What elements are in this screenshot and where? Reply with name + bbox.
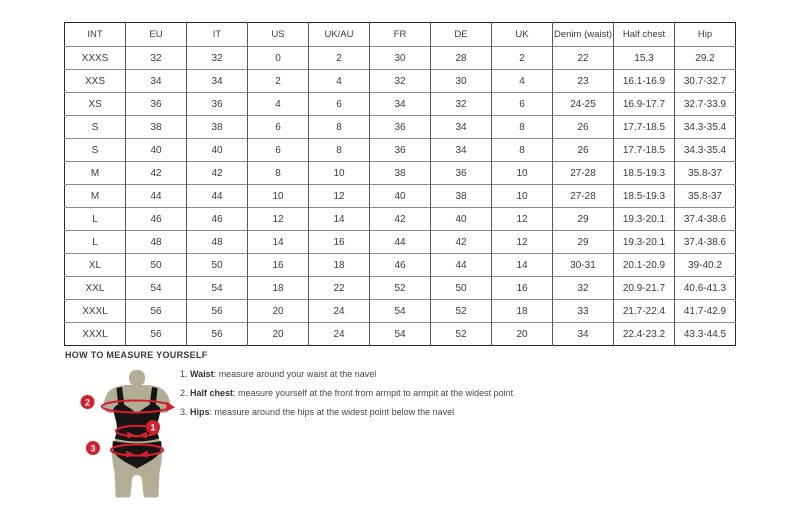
table-cell: 35.8-37: [675, 162, 736, 185]
table-cell: 14: [309, 208, 370, 231]
table-cell: 19.3-20.1: [614, 231, 675, 254]
table-cell: 18.5-19.3: [614, 185, 675, 208]
table-cell: 42: [431, 231, 492, 254]
table-cell: 34: [431, 139, 492, 162]
table-cell: 30.7-32.7: [675, 70, 736, 93]
table-cell: 10: [248, 185, 309, 208]
table-cell: 15.3: [614, 47, 675, 70]
column-header: Half chest: [614, 23, 675, 47]
table-cell: 24: [309, 300, 370, 323]
column-header: UK/AU: [309, 23, 370, 47]
table-cell: 2: [309, 47, 370, 70]
table-cell: 20.1-20.9: [614, 254, 675, 277]
table-cell: 50: [431, 277, 492, 300]
column-header: Denim (waist): [553, 23, 614, 47]
table-cell: 54: [126, 277, 187, 300]
table-cell: 26: [553, 139, 614, 162]
table-row: [65, 323, 736, 346]
table-cell: 16: [492, 277, 553, 300]
table-cell: 17.7-18.5: [614, 116, 675, 139]
table-cell: 32: [553, 277, 614, 300]
table-cell: 8: [309, 116, 370, 139]
table-cell: 34: [370, 93, 431, 116]
table-cell: 36: [370, 116, 431, 139]
table-cell: S: [65, 139, 126, 162]
table-cell: 21.7-22.4: [614, 300, 675, 323]
measure-step: [180, 388, 760, 398]
table-cell: 17.7-18.5: [614, 139, 675, 162]
table-cell: 38: [187, 116, 248, 139]
table-cell: 0: [248, 47, 309, 70]
column-header: US: [248, 23, 309, 47]
column-header: EU: [126, 23, 187, 47]
table-row: [65, 93, 736, 116]
table-cell: 41.7-42.9: [675, 300, 736, 323]
table-cell: 44: [370, 231, 431, 254]
table-cell: 22.4-23.2: [614, 323, 675, 346]
table-row: [65, 277, 736, 300]
table-cell: 22: [309, 277, 370, 300]
table-cell: 6: [248, 139, 309, 162]
table-cell: 48: [187, 231, 248, 254]
measure-step-text: : measure around your waist at the navel: [213, 369, 377, 379]
table-cell: XXXS: [65, 47, 126, 70]
table-cell: 12: [492, 208, 553, 231]
table-cell: 29: [553, 231, 614, 254]
table-cell: 10: [492, 162, 553, 185]
measure-step: [180, 369, 760, 379]
table-cell: 20: [248, 300, 309, 323]
table-cell: 37.4-38.6: [675, 231, 736, 254]
table-row: [65, 162, 736, 185]
table-cell: 34: [553, 323, 614, 346]
chest-arrow-icon: [166, 402, 175, 412]
size-table-header: [65, 23, 736, 47]
table-row: [65, 208, 736, 231]
measure-step-label: Hips: [190, 407, 210, 417]
table-cell: XS: [65, 93, 126, 116]
table-cell: 14: [492, 254, 553, 277]
column-header: Hip: [675, 23, 736, 47]
table-row: [65, 231, 736, 254]
table-cell: 32: [126, 47, 187, 70]
table-cell: XXL: [65, 277, 126, 300]
measure-step-number: 2.: [180, 388, 191, 398]
table-cell: 46: [370, 254, 431, 277]
table-cell: 36: [370, 139, 431, 162]
badge-chest-number: 2: [84, 397, 91, 408]
table-cell: 12: [492, 231, 553, 254]
table-cell: XXXL: [65, 300, 126, 323]
table-cell: 52: [431, 323, 492, 346]
table-cell: 6: [309, 93, 370, 116]
table-cell: 54: [370, 300, 431, 323]
table-cell: 34.3-35.4: [675, 139, 736, 162]
table-cell: 23: [553, 70, 614, 93]
table-cell: 56: [187, 323, 248, 346]
table-cell: 44: [187, 185, 248, 208]
table-cell: 44: [126, 185, 187, 208]
table-cell: 8: [492, 139, 553, 162]
size-chart-table: [64, 22, 736, 346]
table-cell: 36: [187, 93, 248, 116]
table-cell: 24-25: [553, 93, 614, 116]
table-cell: S: [65, 116, 126, 139]
table-cell: 29.2: [675, 47, 736, 70]
table-cell: 56: [187, 300, 248, 323]
table-cell: 16: [248, 254, 309, 277]
table-cell: 32: [370, 70, 431, 93]
measure-step-number: 1.: [180, 369, 191, 379]
table-row: [65, 185, 736, 208]
table-cell: 40.6-41.3: [675, 277, 736, 300]
table-cell: 6: [248, 116, 309, 139]
measure-step-text: : measure yourself at the front from armpit to armpit at the widest point: [233, 388, 514, 398]
table-cell: 36: [126, 93, 187, 116]
table-cell: 18.5-19.3: [614, 162, 675, 185]
column-header: INT: [87, 29, 103, 40]
measure-step-number: 3.: [180, 407, 191, 417]
header-row: [65, 23, 736, 47]
table-cell: 30: [431, 70, 492, 93]
table-cell: 4: [492, 70, 553, 93]
table-cell: 56: [126, 323, 187, 346]
table-cell: 14: [248, 231, 309, 254]
column-header: UK: [492, 23, 553, 47]
size-table-body: [65, 47, 736, 346]
badge-waist-number: 1: [150, 422, 156, 433]
measure-steps: [180, 369, 760, 426]
table-cell: 40: [126, 139, 187, 162]
table-cell: 16.9-17.7: [614, 93, 675, 116]
table-cell: 24: [309, 323, 370, 346]
table-cell: 46: [187, 208, 248, 231]
how-to-measure-title: HOW TO MEASURE YOURSELF: [65, 350, 208, 360]
table-cell: 43.3-44.5: [675, 323, 736, 346]
table-cell: 26: [553, 116, 614, 139]
table-cell: 30: [370, 47, 431, 70]
table-cell: XXXL: [65, 323, 126, 346]
table-cell: 34.3-35.4: [675, 116, 736, 139]
column-header: IT: [187, 23, 248, 47]
measure-step-label: Waist: [190, 369, 214, 379]
table-row: [65, 254, 736, 277]
table-cell: 28: [431, 47, 492, 70]
table-cell: 39-40.2: [675, 254, 736, 277]
measure-step-text: : measure around the hips at the widest point below the navel: [209, 407, 455, 417]
table-cell: 4: [248, 93, 309, 116]
table-cell: 27-28: [553, 185, 614, 208]
table-cell: 40: [187, 139, 248, 162]
table-cell: 33: [553, 300, 614, 323]
table-cell: 40: [431, 208, 492, 231]
table-cell: 38: [126, 116, 187, 139]
column-header: DE: [431, 23, 492, 47]
table-cell: 42: [370, 208, 431, 231]
table-cell: 30-31: [553, 254, 614, 277]
table-cell: 32.7-33.9: [675, 93, 736, 116]
table-cell: 20: [248, 323, 309, 346]
table-row: [65, 300, 736, 323]
table-cell: 2: [248, 70, 309, 93]
mannequin-neck: [129, 370, 145, 386]
table-cell: 50: [126, 254, 187, 277]
table-cell: 27-28: [553, 162, 614, 185]
table-row: [65, 116, 736, 139]
table-cell: 18: [248, 277, 309, 300]
table-cell: 46: [126, 208, 187, 231]
table-cell: 16.1-16.9: [614, 70, 675, 93]
table-cell: 19.3-20.1: [614, 208, 675, 231]
table-row: [65, 47, 736, 70]
table-cell: 22: [553, 47, 614, 70]
table-cell: 37.4-38.6: [675, 208, 736, 231]
mannequin-svg: [80, 369, 190, 501]
column-header: FR: [370, 23, 431, 47]
badge-hips: [86, 441, 100, 455]
table-cell: 18: [492, 300, 553, 323]
table-cell: 34: [187, 70, 248, 93]
table-cell: 12: [309, 185, 370, 208]
table-cell: 2: [492, 47, 553, 70]
table-cell: 32: [431, 93, 492, 116]
table-cell: 32: [187, 47, 248, 70]
table-cell: 10: [492, 185, 553, 208]
table-cell: 42: [126, 162, 187, 185]
table-cell: 38: [431, 185, 492, 208]
table-cell: 44: [431, 254, 492, 277]
table-cell: 10: [309, 162, 370, 185]
table-cell: 52: [370, 277, 431, 300]
table-cell: 48: [126, 231, 187, 254]
table-cell: 18: [309, 254, 370, 277]
badge-waist: [146, 420, 160, 434]
table-cell: M: [65, 162, 126, 185]
table-cell: 36: [431, 162, 492, 185]
table-cell: 8: [309, 139, 370, 162]
table-cell: XL: [65, 254, 126, 277]
table-row: [65, 70, 736, 93]
table-cell: 35.8-37: [675, 185, 736, 208]
table-cell: 38: [370, 162, 431, 185]
table-cell: 40: [370, 185, 431, 208]
table-cell: 54: [370, 323, 431, 346]
table-cell: 6: [492, 93, 553, 116]
table-cell: 8: [248, 162, 309, 185]
table-cell: 16: [309, 231, 370, 254]
table-cell: L: [65, 231, 126, 254]
table-cell: 20: [492, 323, 553, 346]
table-cell: 56: [126, 300, 187, 323]
table-cell: XXS: [65, 70, 126, 93]
table-cell: 12: [248, 208, 309, 231]
table-cell: M: [65, 185, 126, 208]
badge-hips-number: 3: [90, 443, 96, 454]
measure-step: [180, 407, 760, 417]
badge-chest: [81, 395, 95, 409]
table-cell: 50: [187, 254, 248, 277]
table-cell: 54: [187, 277, 248, 300]
table-cell: 20.9-21.7: [614, 277, 675, 300]
mannequin-illustration: [80, 369, 190, 501]
table-cell: 29: [553, 208, 614, 231]
table-cell: 34: [126, 70, 187, 93]
table-cell: 4: [309, 70, 370, 93]
table-cell: 52: [431, 300, 492, 323]
table-cell: L: [65, 208, 126, 231]
table-cell: 42: [187, 162, 248, 185]
measure-step-label: Half chest: [190, 388, 234, 398]
table-cell: 8: [492, 116, 553, 139]
table-row: [65, 139, 736, 162]
table-cell: 34: [431, 116, 492, 139]
